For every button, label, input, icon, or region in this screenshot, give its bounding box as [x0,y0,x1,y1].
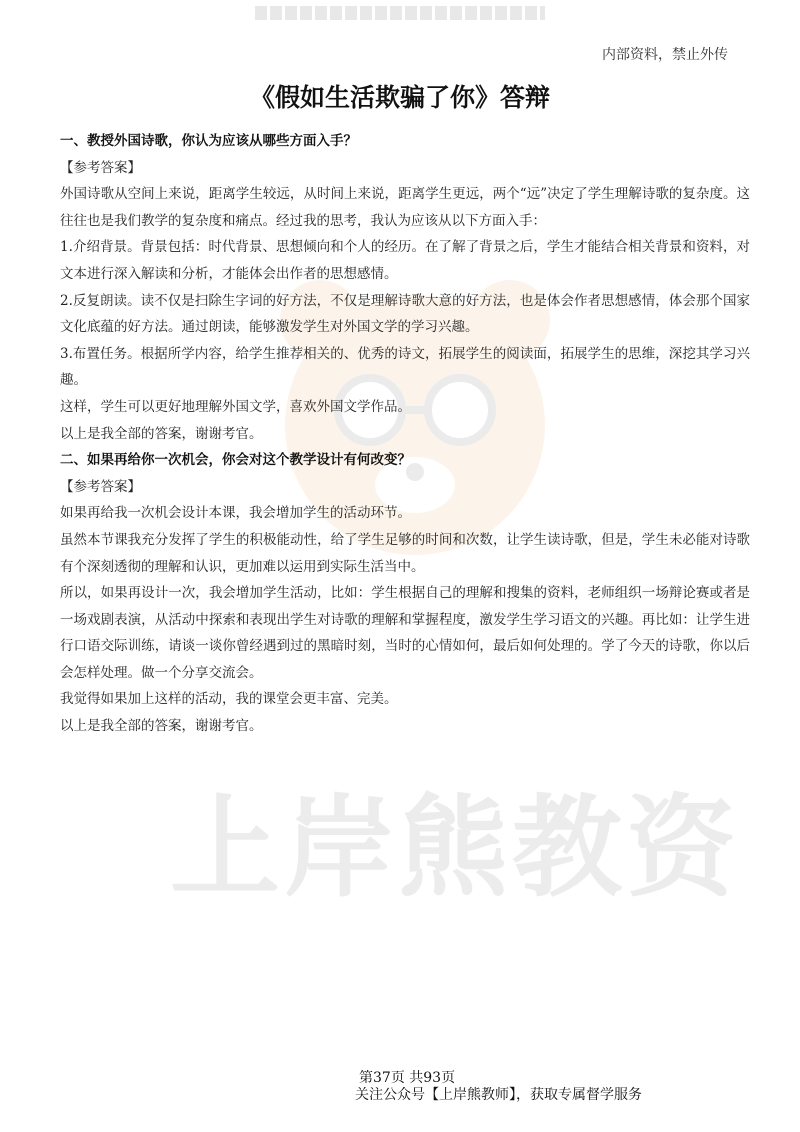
answer-2-paragraph: 虽然本节课我充分发挥了学生的积极能动性，给了学生足够的时间和次数，让学生读诗歌，但是，学生未必能对诗歌有个深刻透彻的理解和认识，更加难以运用到实际生活当中。 [60,531,750,575]
promo-text: 关注公众号【上岸熊教师】，获取专属督学服务 [355,1087,642,1103]
question-2-heading: 二、如果再给你一次机会，你会对这个教学设计有何改变？ [60,452,411,469]
confidential-note: 内部资料，禁止外传 [602,47,728,63]
page-footer [355,1070,642,1104]
answer-1-paragraph: 这样，学生可以更好地理解外国文学，喜欢外国文学作品。 [60,398,411,415]
answer-1-paragraph: 2.反复朗读。读不仅是扫除生字词的好方法，不仅是理解诗歌大意的好方法，也是体会作者思想感情，体会那个国家文化底蕴的好方法。通过朗读，能够激发学生对外国文学的学习兴趣。 [60,292,750,336]
answer-1-paragraph: 外国诗歌从空间上来说，距离学生较远，从时间上来说，距离学生更远，两个“远”决定了学生理解诗歌的复杂度。这往往也是我们教学的复杂度和痛点。经过我的思考，我认为应该从以下方面入手： [60,186,750,229]
document-body [60,128,750,740]
answer-2-paragraph: 所以，如果再设计一次，我会增加学生活动，比如：学生根据自己的理解和搜集的资料，老师组织一场辩论赛或者是一场戏剧表演，从活动中探索和表现出学生对诗歌的理解和掌握程度，激发学生学习语文的兴趣。再比如：让学生进行口语交际训练，请谈一谈你曾经遇到过的黑暗时刻，当时的心情如何，最后如何处理的。学了今天的诗歌，你以后会怎样处理。做一个分享交流会。 [60,585,750,681]
answer-2-paragraph: 我觉得如果加上这样的活动，我的课堂会更丰富、完美。 [60,691,398,708]
faded-header-strip [255,6,545,20]
page-number: 第37页 共93页 [359,1070,456,1086]
question-1-heading: 一、教授外国诗歌，你认为应该从哪些方面入手？ [60,133,357,149]
answer-1-paragraph: 1.介绍背景。背景包括：时代背景、思想倾向和个人的经历。在了解了背景之后，学生才能结合相关背景和资料，对文本进行深入解读和分析，才能体会出作者的思想感情。 [60,239,750,282]
answer-1-paragraph: 3.布置任务。根据所学内容，给学生推荐相关的、优秀的诗文，拓展学生的阅读面，拓展学生的思维，深挖其学习兴趣。 [60,345,750,389]
answer-1-paragraph: 以上是我全部的答案，谢谢考官。 [60,425,263,442]
brand-watermark-text: 上岸熊教资 [170,784,740,912]
answer-2-paragraph: 如果再给我一次机会设计本课，我会增加学生的活动环节。 [60,505,411,522]
page-title: 《假如生活欺骗了你》答辩 [249,83,550,112]
answer-2-paragraph: 以上是我全部的答案，谢谢考官。 [60,718,263,735]
answer-label-1: 【参考答案】 [60,159,141,176]
answer-label-2: 【参考答案】 [60,478,141,495]
